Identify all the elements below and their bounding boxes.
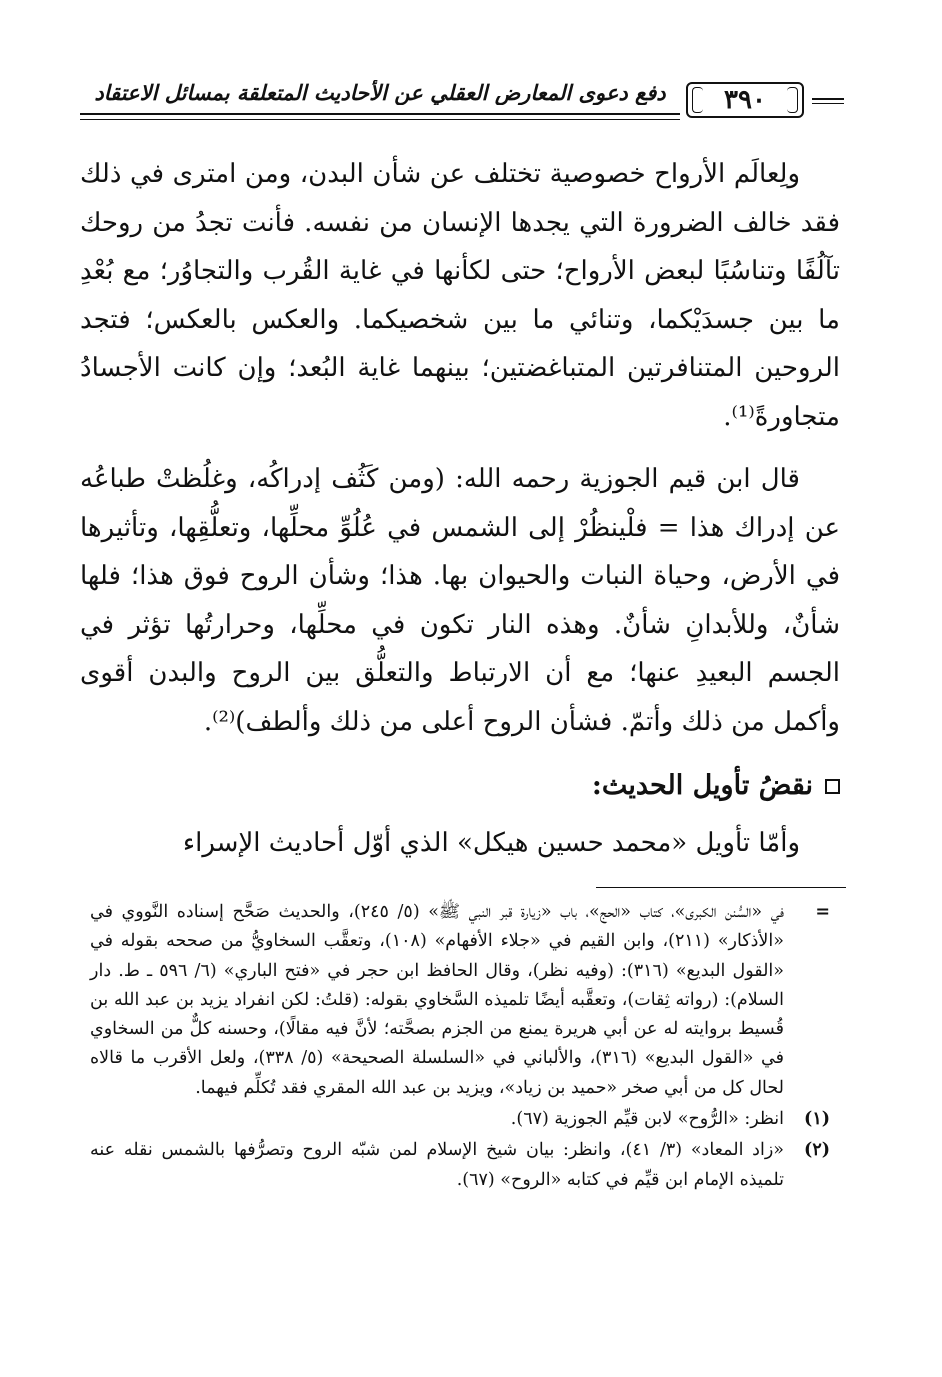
footnotes (90, 898, 830, 1197)
header-rule (80, 113, 680, 120)
section-heading (80, 762, 840, 811)
main-text (80, 150, 840, 881)
header-dash (812, 98, 844, 104)
square-bullet-icon (825, 779, 840, 794)
footnote-text: في «السُّنن الكبرى»، كتاب «الحج»، باب «زيارة قبر النبي ﷺ» (٥/ ٢٤٥)، والحديث صَحَّح إسناده النَّووي في «الأذكار» (٢١١)، وابن القيم في «جلاء الأفهام» (١٠٨)، وتعقَّب السخاويُّ من صححه بقوله في «القول البديع» (٣١٦): (وفيه نظر)، وقال الحافظ ابن حجر في «فتح الباري» (٦/ ٥٩٦ ـ ط. دار السلام): (رواته ثِقات)، وتعقَّبه أيضًا تلميذه السَّخاوي بقوله: (قلتُ: لكن انفراد يزيد بن عبد الله بن قُسيط بروايته له عن أبي هريرة يمنع من الجزم بصحَّته؛ لأنَّ فيه مقالًا)، وحسنه كلٌّ من السخاوي في «القول البديع» (٣١٦)، والألباني في «السلسلة الصحيحة» (٥/ ٣٣٨)، ولعل الأقرب ما قالاه لحال كل من أبي صخر «حميد بن زياد»، ويزيد بن عبد الله المقري فقد تُكلِّم فيهما. (90, 902, 785, 1098)
running-title: دفع دعوى المعارض العقلي عن الأحاديث المتعلقة بمسائل الاعتقاد (94, 80, 666, 105)
footnote-1 (90, 1105, 830, 1134)
paragraph-3: وأمّا تأويل «محمد حسين هيكل» الذي أوّل أحاديث الإسراء (182, 827, 800, 858)
paragraph-1: ولِعالَم الأرواح خصوصية تختلف عن شأن البدن، ومن امترى في ذلك فقد خالف الضرورة التي يجدها الإنسان من نفسه. فأنت تجدُ من روحك تآلُفًا وتناسُبًا لبعض الأرواح؛ حتى لكأنها في غاية القُرب والتجاوُر؛ مع بُعْدِ ما بين جسدَيْكما، وتنائي ما بين شخصيكما. والعكس بالعكس؛ فتجد الروحين المتنافرتين المتباغضتين؛ بينهما غاية البُعد؛ وإن كانت الأجسادُ متجاورةً⁽¹⁾. (80, 159, 840, 432)
page-number: ٣٩٠ (724, 85, 766, 115)
footnote-2 (90, 1136, 830, 1195)
paragraph-2: قال ابن قيم الجوزية رحمه الله: (ومن كَثُف إدراكُه، وغلُظتْ طباعُه عن إدراك هذا = فلْينظُرْ إلى الشمس في عُلُوِّ محلِّها، وتعلُّقِها، وتأثيرها في الأرض، وحياة النبات والحيوان بها. هذا؛ وشأن الروح فوق هذا؛ فلها شأنٌ، وللأبدانِ شأنٌ. وهذه النار تكون في محلِّها، وحرارتُها تؤثر في الجسم البعيدِ عنها؛ مع أن الارتباط والتعلُّق بين الروح والبدن أقوى وأكمل من ذلك وأتمّ. فشأن الروح أعلى من ذلك وألطف)⁽²⁾. (80, 464, 840, 737)
page-number-frame (686, 82, 804, 118)
footnote-text: انظر: «الرُّوح» لابن قيِّم الجوزية (٦٧). (510, 1109, 784, 1130)
footnote-marker: = (815, 902, 830, 922)
footnote-marker: (٢) (804, 1140, 830, 1161)
footnote-text: «زاد المعاد» (٣/ ٤١)، وانظر: بيان شيخ الإسلام لمن شبّه الروح وتصرُّفها بالشمس نقله عنه تلميذه الإمام ابن قيِّم في كتابه «الروح» (٦٧). (90, 1140, 784, 1190)
footnote-continuation (90, 898, 830, 1103)
footnote-separator (596, 887, 846, 888)
section-heading-text: نقضُ تأويل الحديث: (591, 770, 813, 801)
footnote-marker: (١) (804, 1109, 830, 1130)
running-header (80, 72, 840, 128)
